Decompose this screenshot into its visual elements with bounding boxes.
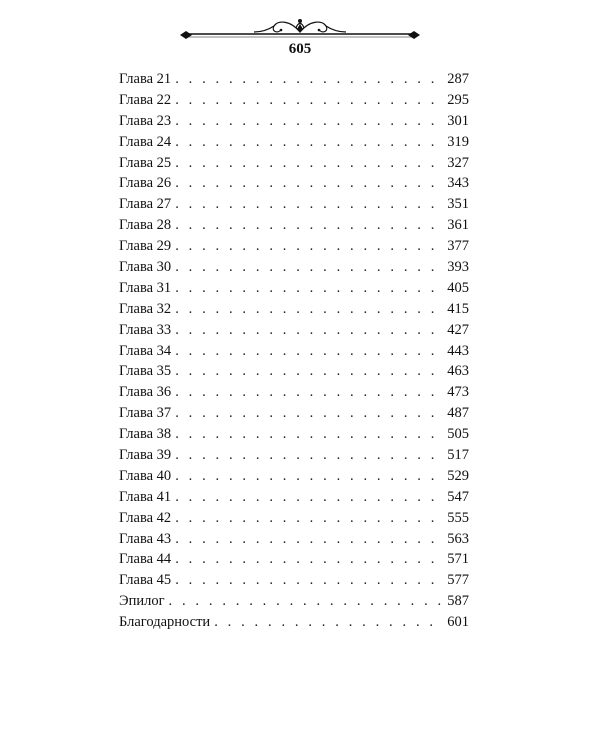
toc-dot-leader <box>175 299 443 320</box>
toc-entry <box>119 215 469 236</box>
toc-entry-label: Глава 25 <box>119 154 172 171</box>
toc-entry-label: Глава 34 <box>119 342 172 359</box>
toc-entry-page: 319 <box>447 133 469 150</box>
toc-entry-page: 529 <box>447 467 469 484</box>
toc-dot-leader <box>175 487 443 508</box>
toc-entry <box>119 69 469 90</box>
toc-entry-page: 555 <box>447 509 469 526</box>
toc-dot-leader <box>175 153 443 174</box>
toc-entry-label: Глава 28 <box>119 217 172 234</box>
toc-entry-page: 547 <box>447 488 469 505</box>
toc-entry <box>119 612 469 633</box>
toc-entry-label: Благодарности <box>119 614 211 631</box>
toc-entry <box>119 278 469 299</box>
toc-entry-label: Глава 30 <box>119 259 172 276</box>
toc-entry-page: 361 <box>447 217 469 234</box>
toc-dot-leader <box>175 90 443 111</box>
toc-entry <box>119 403 469 424</box>
toc-entry-label: Глава 35 <box>119 363 172 380</box>
toc-dot-leader <box>175 236 443 257</box>
toc-dot-leader <box>175 173 443 194</box>
toc-dot-leader <box>175 549 443 570</box>
toc-entry <box>119 194 469 215</box>
toc-entry-page: 517 <box>447 447 469 464</box>
toc-entry-page: 377 <box>447 238 469 255</box>
toc-dot-leader <box>214 612 443 633</box>
toc-entry-label: Глава 36 <box>119 384 172 401</box>
toc-entry <box>119 529 469 550</box>
toc-entry-page: 563 <box>447 530 469 547</box>
toc-entry-page: 571 <box>447 551 469 568</box>
toc-dot-leader <box>175 341 443 362</box>
toc-entry-page: 577 <box>447 572 469 589</box>
toc-entry-label: Глава 32 <box>119 300 172 317</box>
toc-entry-label: Глава 22 <box>119 91 172 108</box>
toc-entry <box>119 153 469 174</box>
toc-entry-page: 505 <box>447 426 469 443</box>
toc-entry <box>119 382 469 403</box>
toc-entry-label: Глава 29 <box>119 238 172 255</box>
page-number: 605 <box>288 41 312 57</box>
toc-dot-leader <box>175 257 443 278</box>
toc-entry-page: 487 <box>447 405 469 422</box>
toc-entry <box>119 236 469 257</box>
toc-entry-label: Глава 24 <box>119 133 172 150</box>
toc-dot-leader <box>175 570 443 591</box>
toc-entry <box>119 173 469 194</box>
toc-entry-page: 301 <box>447 112 469 129</box>
toc-entry-page: 287 <box>447 71 469 87</box>
toc-entry <box>119 361 469 382</box>
toc-dot-leader <box>175 194 443 215</box>
toc-entry-label: Глава 31 <box>119 279 172 296</box>
toc-dot-leader <box>175 445 443 466</box>
toc-entry-label: Глава 43 <box>119 530 172 547</box>
toc-entry-page: 443 <box>447 342 469 359</box>
toc-entry <box>119 111 469 132</box>
toc-entry-label: Глава 27 <box>119 196 172 213</box>
toc-entry-label: Глава 23 <box>119 112 172 129</box>
toc-dot-leader <box>175 466 443 487</box>
toc-entry <box>119 90 469 111</box>
toc-dot-leader <box>175 215 443 236</box>
toc-dot-leader <box>175 403 443 424</box>
toc-entry <box>119 299 469 320</box>
toc-entry-page: 463 <box>447 363 469 380</box>
toc-dot-leader <box>175 132 443 153</box>
toc-entry-label: Глава 37 <box>119 405 172 422</box>
toc-entry-label: Глава 45 <box>119 572 172 589</box>
toc-entry-label: Глава 39 <box>119 447 172 464</box>
toc-entry <box>119 591 469 612</box>
toc-entry-page: 601 <box>447 614 469 631</box>
toc-entry-page: 327 <box>447 154 469 171</box>
toc-entry-page: 587 <box>447 593 469 610</box>
toc-dot-leader <box>175 111 443 132</box>
toc-dot-leader <box>169 591 444 612</box>
toc-entry-label: Глава 42 <box>119 509 172 526</box>
toc-entry-page: 405 <box>447 279 469 296</box>
toc-entry <box>119 257 469 278</box>
toc-dot-leader <box>175 69 443 90</box>
toc-entry-label: Глава 33 <box>119 321 172 338</box>
toc-entry <box>119 445 469 466</box>
toc-dot-leader <box>175 424 443 445</box>
toc-dot-leader <box>175 382 443 403</box>
toc-entry-label: Глава 44 <box>119 551 172 568</box>
toc-entry-page: 295 <box>447 91 469 108</box>
toc-entry <box>119 570 469 591</box>
toc-dot-leader <box>175 529 443 550</box>
toc-entry-label: Глава 41 <box>119 488 172 505</box>
toc-entry <box>119 466 469 487</box>
toc-entry-label: Глава 26 <box>119 175 172 192</box>
toc-entry-page: 351 <box>447 196 469 213</box>
toc-entry <box>119 508 469 529</box>
toc-entry-page: 473 <box>447 384 469 401</box>
toc-entry <box>119 424 469 445</box>
table-of-contents <box>119 69 469 633</box>
toc-entry-page: 427 <box>447 321 469 338</box>
header-ornament-icon <box>178 14 422 42</box>
toc-dot-leader <box>175 278 443 299</box>
toc-entry <box>119 487 469 508</box>
toc-entry-page: 393 <box>447 259 469 276</box>
toc-entry-label: Глава 38 <box>119 426 172 443</box>
toc-entry <box>119 132 469 153</box>
toc-entry-label: Глава 21 <box>119 71 172 87</box>
toc-dot-leader <box>175 361 443 382</box>
toc-entry-page: 415 <box>447 300 469 317</box>
toc-dot-leader <box>175 508 443 529</box>
toc-entry <box>119 320 469 341</box>
toc-entry-page: 343 <box>447 175 469 192</box>
toc-dot-leader <box>175 320 443 341</box>
toc-entry <box>119 341 469 362</box>
toc-entry-label: Эпилог <box>119 593 165 610</box>
toc-entry-label: Глава 40 <box>119 467 172 484</box>
toc-entry <box>119 549 469 570</box>
